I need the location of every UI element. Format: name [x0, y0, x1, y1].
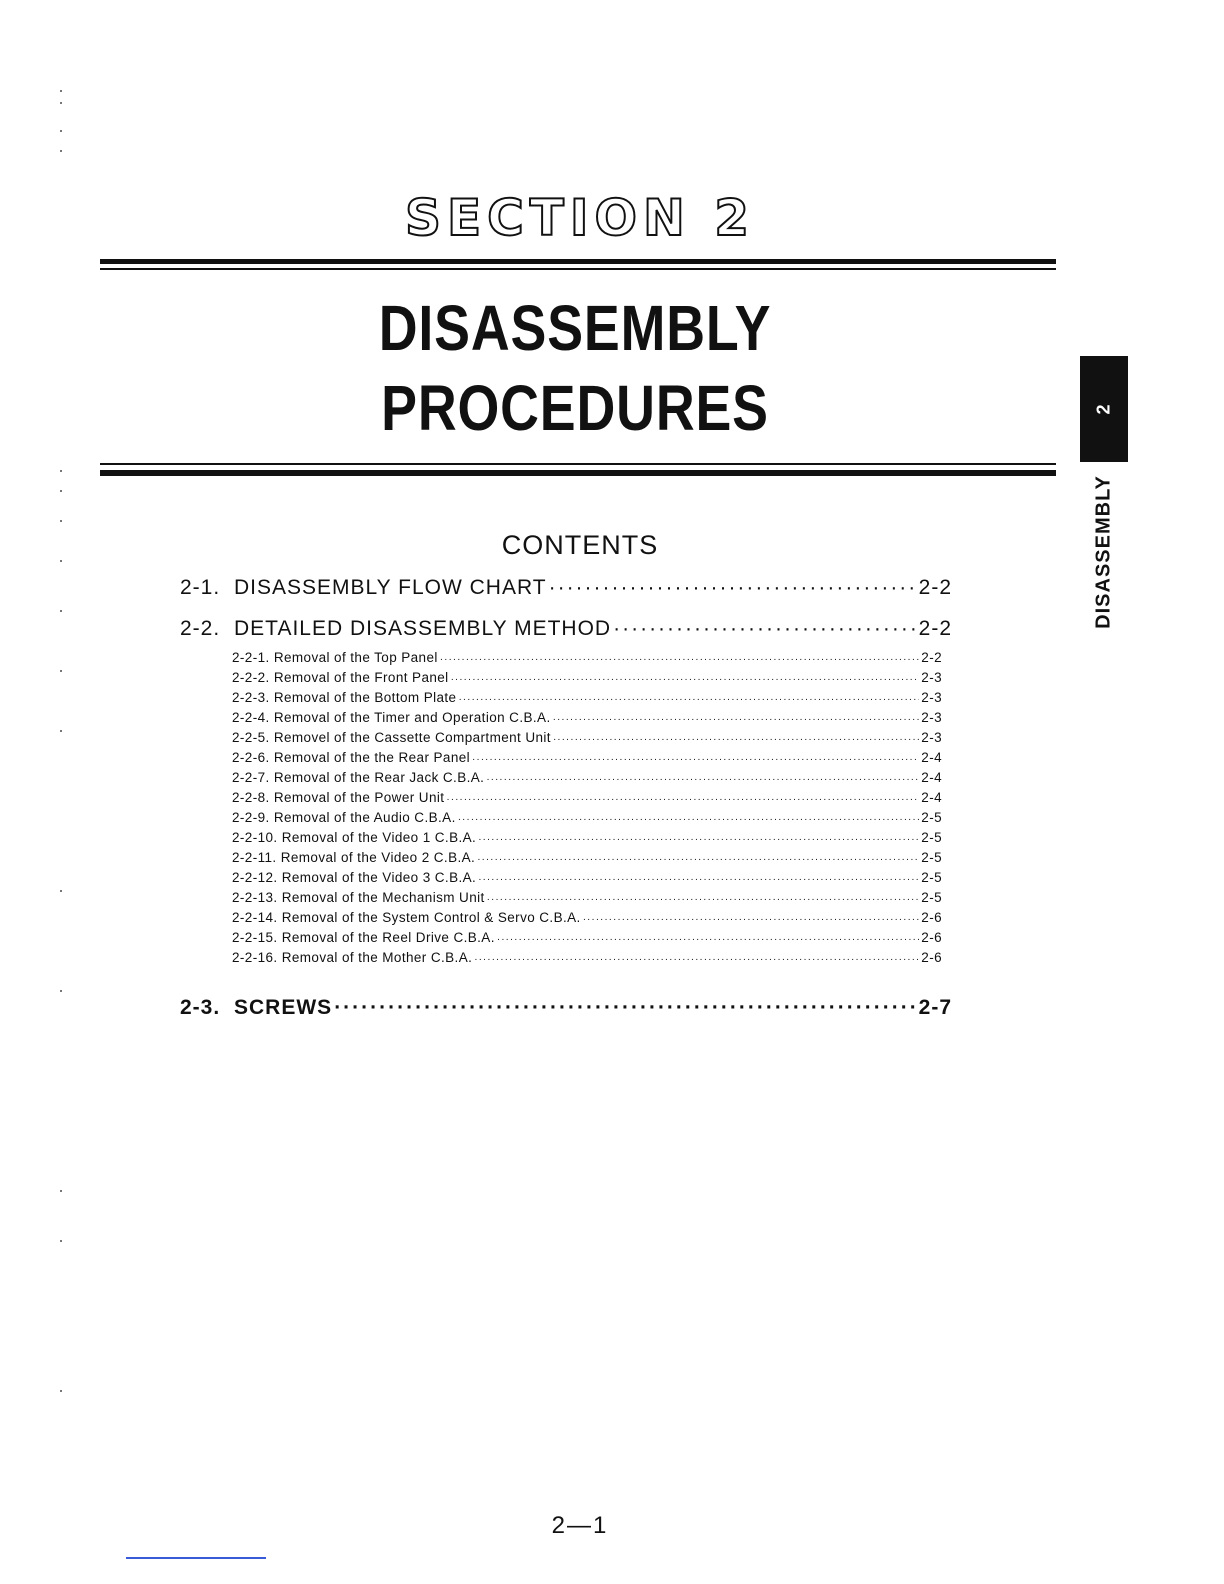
blue-underline [126, 1557, 266, 1559]
toc-subsection-page: 2-3 [921, 690, 942, 705]
toc-section [180, 576, 952, 600]
toc-subsection-number: 2-2-3. [232, 690, 270, 705]
toc-subsection-number: 2-2-11. [232, 850, 277, 865]
top-rule-thin [100, 268, 1056, 270]
toc-subsection-number: 2-2-1. [232, 650, 270, 665]
toc-subsection-title: Removal of the System Control & Servo C.B.A. [281, 910, 581, 925]
toc-subsection-page: 2-3 [921, 710, 942, 725]
toc-subsection-page: 2-3 [921, 670, 942, 685]
dot-leader [486, 774, 919, 785]
title-line-1: DISASSEMBLY [378, 292, 772, 364]
toc-subsection-number: 2-2-5. [232, 730, 270, 745]
dot-leader [478, 874, 919, 885]
toc-subsection-title: Removal of the Front Panel [273, 670, 449, 685]
dot-leader [446, 794, 919, 805]
toc-subsection-number: 2-2-16. [232, 950, 278, 965]
toc-subsection-number: 2-2-9. [232, 810, 270, 825]
toc-subsection-page: 2-4 [921, 750, 942, 765]
toc-section [180, 996, 952, 1020]
toc-subsection-title: Removal of the Rear Jack C.B.A. [273, 770, 485, 785]
toc-subsection-number: 2-2-15. [232, 930, 278, 945]
toc-subsection-title: Removal of the Reel Drive C.B.A. [281, 930, 495, 945]
dot-leader [549, 576, 917, 600]
toc-subsection-page: 2-5 [921, 810, 942, 825]
dot-leader [613, 617, 917, 641]
toc-subsection-title: Removal of the Timer and Operation C.B.A. [273, 710, 551, 725]
toc-subsection-title: Removal of the Mother C.B.A. [281, 950, 473, 965]
toc-subsection-number: 2-2-8. [232, 790, 270, 805]
toc-subsection-title: Removal of the Audio C.B.A. [273, 810, 456, 825]
toc-subsection-title: Removal of the Video 1 C.B.A. [281, 830, 477, 845]
toc-subsection-title: Removal of the Video 3 C.B.A. [281, 870, 477, 885]
dot-leader [477, 854, 919, 865]
section-heading: SECTION 2 [404, 189, 756, 247]
contents-heading: CONTENTS [501, 530, 659, 560]
dot-leader [474, 954, 919, 965]
top-rule-thick [100, 259, 1056, 264]
toc-section-number: 2-3. [180, 996, 221, 1019]
toc-subsection [232, 790, 942, 805]
toc-subsection-number: 2-2-7. [232, 770, 270, 785]
toc-subsection [232, 770, 942, 785]
toc-subsection-title: Removel of the Cassette Compartment Unit [273, 730, 551, 745]
section-tab-label: DISASSEMBLY [1092, 475, 1115, 629]
toc-subsection [232, 930, 942, 945]
toc-section-title: SCREWS [234, 996, 333, 1019]
margin-dots [60, 90, 64, 1390]
toc-subsection-number: 2-2-14. [232, 910, 278, 925]
toc-subsection [232, 850, 942, 865]
toc-subsection-page: 2-6 [921, 910, 942, 925]
toc-subsection [232, 730, 942, 745]
toc-section-number: 2-1. [180, 576, 221, 599]
toc-subsection [232, 910, 942, 925]
toc-subsection-title: Removal of the Power Unit [273, 790, 445, 805]
toc-subsection [232, 650, 942, 665]
toc-section-title: DISASSEMBLY FLOW CHART [234, 576, 547, 599]
toc-subsection-page: 2-6 [921, 950, 942, 965]
toc-subsection-number: 2-2-4. [232, 710, 270, 725]
dot-leader [553, 734, 919, 745]
toc-subsection-title: Removal of the Bottom Plate [273, 690, 457, 705]
toc-subsection [232, 710, 942, 725]
bottom-rule-thick [100, 470, 1056, 476]
toc-section-page: 2-7 [918, 996, 952, 1019]
dot-leader [334, 996, 916, 1020]
toc-subsection-page: 2-5 [921, 850, 942, 865]
toc-subsection [232, 870, 942, 885]
toc-subsection [232, 950, 942, 965]
toc-subsection-number: 2-2-12. [232, 870, 278, 885]
toc-subsection [232, 690, 942, 705]
section-tab [1080, 356, 1128, 462]
dot-leader [478, 834, 919, 845]
page-number: 2—1 [551, 1512, 609, 1539]
toc-subsection [232, 670, 942, 685]
dot-leader [458, 814, 920, 825]
toc-section [180, 617, 952, 641]
dot-leader [583, 914, 920, 925]
title-line-2: PROCEDURES [381, 372, 769, 444]
toc-section-page: 2-2 [918, 617, 952, 640]
toc-subsection-title: Removal of the Video 2 C.B.A. [280, 850, 476, 865]
dot-leader [440, 654, 920, 665]
toc-subsection [232, 830, 942, 845]
toc-subsection-page: 2-4 [921, 790, 942, 805]
toc-subsection-number: 2-2-6. [232, 750, 270, 765]
toc-subsection [232, 750, 942, 765]
toc-subsection-page: 2-2 [921, 650, 942, 665]
toc-subsection-number: 2-2-10. [232, 830, 278, 845]
dot-leader [472, 754, 919, 765]
toc-subsection-page: 2-5 [921, 890, 942, 905]
toc-section-number: 2-2. [180, 617, 221, 640]
toc-subsection-title: Removal of the Mechanism Unit [281, 890, 485, 905]
toc-subsection [232, 810, 942, 825]
toc-subsection-page: 2-4 [921, 770, 942, 785]
dot-leader [487, 894, 920, 905]
toc-subsection-page: 2-5 [921, 870, 942, 885]
bottom-rule-thin [100, 463, 1056, 465]
dot-leader [451, 674, 920, 685]
toc-section-title: DETAILED DISASSEMBLY METHOD [234, 617, 612, 640]
toc-subsection-title: Removal of the the Rear Panel [273, 750, 471, 765]
dot-leader [553, 714, 920, 725]
toc-subsection-page: 2-3 [921, 730, 942, 745]
section-tab-number: 2 [1093, 403, 1114, 415]
dot-leader [497, 934, 919, 945]
toc-section-page: 2-2 [918, 576, 952, 599]
dot-leader [458, 694, 919, 705]
toc-subsection-title: Removal of the Top Panel [273, 650, 438, 665]
toc-subsection [232, 890, 942, 905]
toc-subsection-page: 2-5 [921, 830, 942, 845]
toc-subsection-page: 2-6 [921, 930, 942, 945]
toc-subsection-number: 2-2-13. [232, 890, 278, 905]
toc-subsection-number: 2-2-2. [232, 670, 270, 685]
